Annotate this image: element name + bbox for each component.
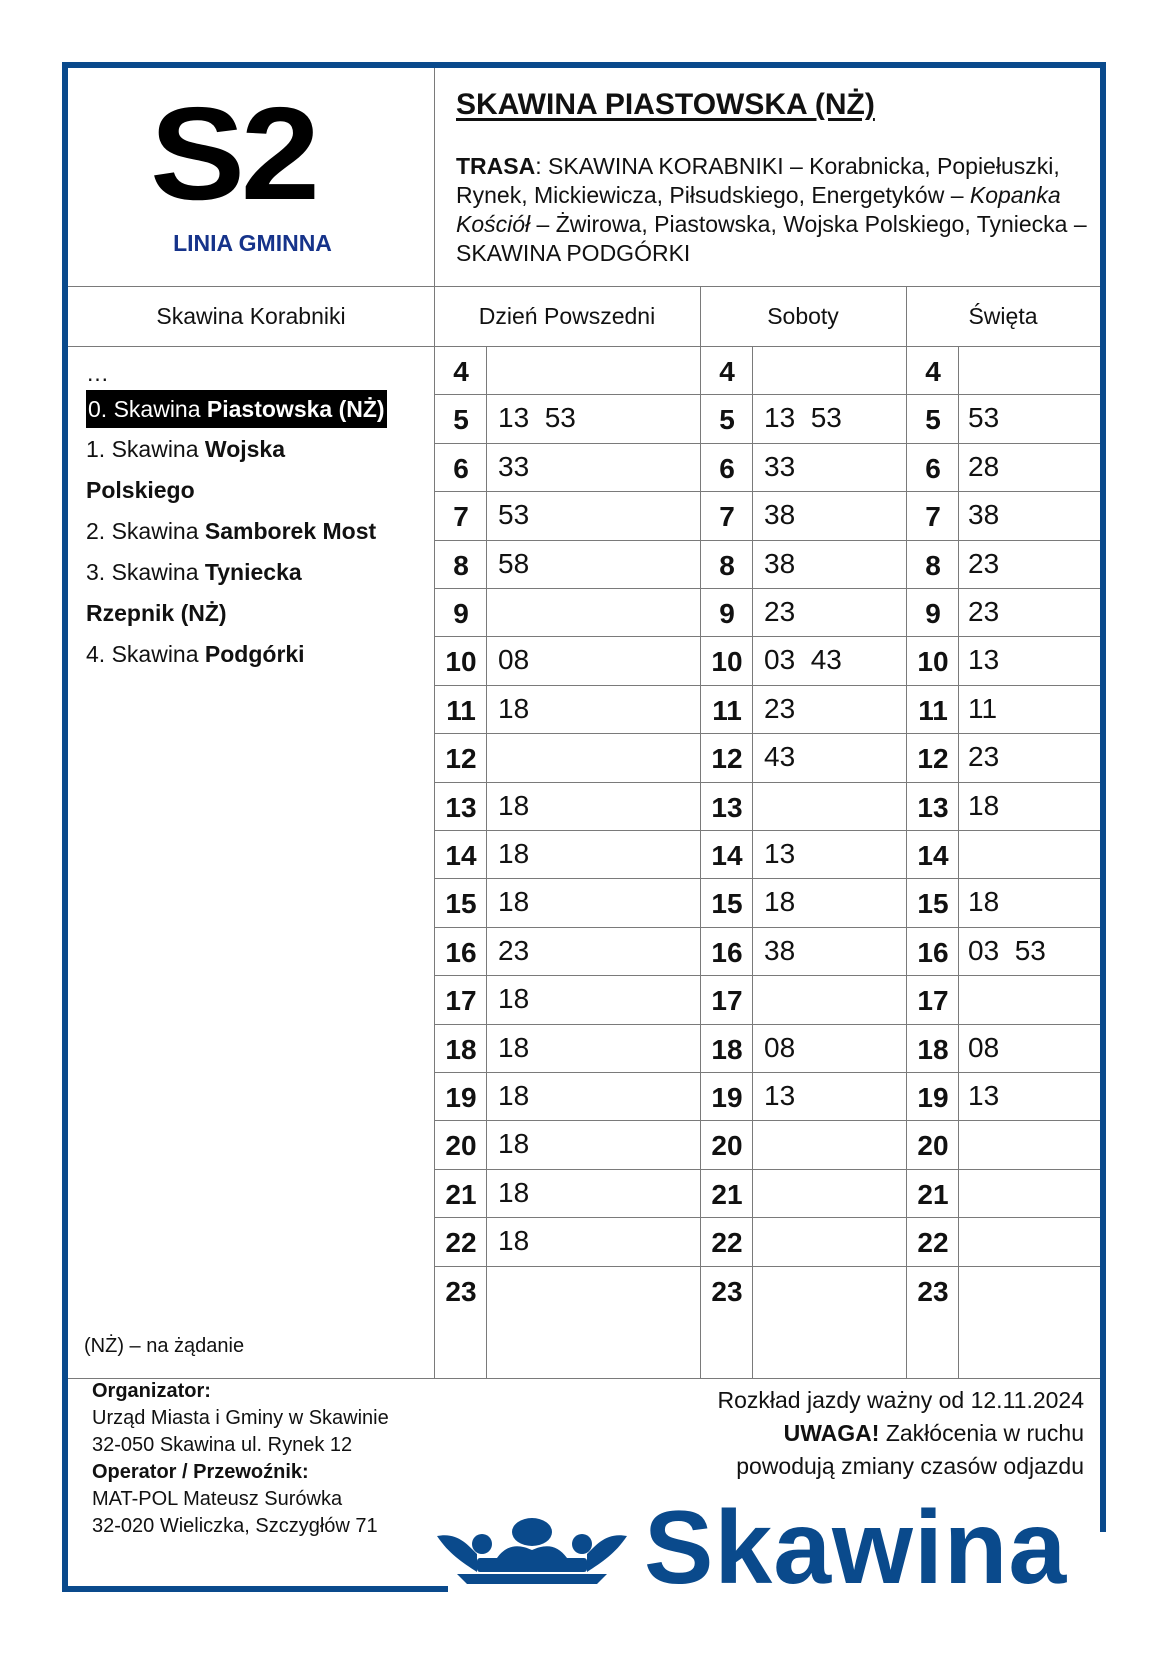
hour-cell: 22 (711, 1227, 743, 1259)
hour-cell: 18 (917, 1033, 949, 1065)
minutes-cell: 18 (968, 886, 1000, 918)
hour-cell: 11 (918, 694, 948, 726)
hour-cell: 8 (925, 549, 941, 581)
hour-cell: 15 (917, 888, 949, 920)
hour-cell: 22 (445, 1227, 477, 1259)
row-divider (434, 394, 1100, 395)
minutes-cell: 13 (968, 644, 1000, 676)
row-divider (434, 491, 1100, 492)
warning-text-2: powodują zmiany czasów odjazdu (736, 1453, 1084, 1479)
holiday-header: Święta (968, 302, 1038, 329)
minutes-cell: 28 (968, 450, 1000, 482)
divider (906, 286, 907, 1378)
hour-cell: 23 (917, 1275, 949, 1307)
minutes-cell: 38 (968, 499, 1000, 531)
row-divider (434, 1266, 1100, 1267)
hour-cell: 16 (917, 936, 949, 968)
minutes-cell: 23 (968, 741, 1000, 773)
row-divider (434, 1217, 1100, 1218)
hour-cell: 5 (925, 404, 941, 436)
route-number: S2 (150, 80, 316, 227)
hour-cell: 23 (445, 1275, 477, 1307)
stop-ellipsis: … (86, 360, 109, 386)
hour-cell: 18 (445, 1033, 477, 1065)
minutes-cell: 43 (764, 741, 796, 773)
minutes-cell: 13 53 (764, 402, 842, 434)
stop-item: 1. Skawina Wojska (86, 436, 286, 462)
divider (752, 346, 753, 1378)
route-part2: – Żwirowa, Piastowska, Wojska Polskiego, Tyniecka – SKAWINA PODGÓRKI (456, 211, 1087, 266)
hour-cell: 8 (453, 549, 469, 581)
hour-cell: 14 (445, 840, 477, 871)
divider (486, 346, 487, 1378)
hour-cell: 10 (917, 646, 949, 678)
row-divider (434, 443, 1100, 444)
hour-cell: 6 (925, 452, 941, 484)
hour-cell: 17 (917, 985, 949, 1017)
hour-cell: 9 (453, 598, 469, 629)
minutes-cell: 58 (498, 547, 530, 579)
stop-item-cont: Polskiego (86, 477, 195, 503)
divider (434, 68, 435, 1378)
minutes-cell: 03 53 (968, 934, 1046, 966)
weekday-header: Dzień Powszedni (478, 302, 656, 329)
crown-icon (437, 1514, 627, 1584)
row-divider (434, 540, 1100, 541)
warning-text: Zakłócenia w ruchu (879, 1420, 1084, 1446)
hour-cell: 19 (711, 1082, 743, 1113)
hour-cell: 6 (719, 452, 735, 484)
stop-title: SKAWINA PIASTOWSKA (NŻ) (456, 88, 875, 121)
minutes-cell: 38 (764, 547, 796, 579)
hour-cell: 4 (925, 356, 941, 387)
route-subtitle: LINIA GMINNA (173, 230, 332, 256)
hour-cell: 17 (711, 985, 743, 1017)
hour-cell: 5 (453, 404, 469, 436)
row-divider (434, 975, 1100, 976)
warning-label: UWAGA! (783, 1420, 880, 1446)
hour-cell: 6 (453, 452, 469, 484)
hour-cell: 16 (445, 936, 477, 968)
minutes-cell: 08 (498, 644, 530, 676)
minutes-cell: 23 (498, 934, 530, 966)
hour-cell: 11 (446, 694, 476, 726)
validity-date: Rozkład jazdy ważny od 12.11.2024 (717, 1387, 1084, 1413)
hour-cell: 21 (917, 1178, 949, 1210)
row-divider (434, 588, 1100, 589)
operator-line: MAT-POL Mateusz Surówka (92, 1488, 343, 1510)
minutes-cell: 18 (498, 983, 530, 1015)
hour-cell: 12 (711, 743, 743, 775)
minutes-cell: 33 (764, 450, 796, 482)
hour-cell: 19 (445, 1082, 477, 1113)
minutes-cell: 18 (498, 1225, 530, 1257)
minutes-cell: 03 43 (764, 644, 842, 676)
hour-cell: 4 (453, 356, 469, 387)
hour-cell: 15 (445, 888, 477, 920)
skawina-logo: Skawina (644, 1490, 1068, 1606)
row-divider (434, 636, 1100, 637)
row-divider (434, 1072, 1100, 1073)
hour-cell: 12 (917, 743, 949, 775)
row-divider (434, 1120, 1100, 1121)
minutes-cell: 38 (764, 934, 796, 966)
hour-cell: 20 (917, 1130, 949, 1162)
minutes-cell: 13 (764, 838, 796, 869)
route-part1: : SKAWINA KORABNIKI – Korabnicka, Popiełuszki, Rynek, Mickiewicza, Piłsudskiego, Energetyków – (456, 153, 1060, 208)
operator-line: 32-020 Wieliczka, Szczygłów 71 (92, 1515, 378, 1537)
organizer-line: Urząd Miasta i Gminy w Skawinie (92, 1407, 389, 1429)
hour-cell: 13 (711, 791, 743, 823)
minutes-cell: 18 (764, 886, 796, 918)
minutes-cell: 18 (498, 886, 530, 918)
hour-cell: 14 (917, 840, 949, 871)
minutes-cell: 38 (764, 499, 796, 531)
hour-cell: 16 (711, 936, 743, 968)
divider (700, 286, 701, 1378)
saturday-header: Soboty (767, 302, 839, 329)
direction-header: Skawina Korabniki (156, 302, 346, 329)
minutes-cell: 13 53 (498, 402, 576, 434)
minutes-cell: 53 (498, 499, 530, 531)
divider (68, 346, 1100, 347)
row-divider (434, 878, 1100, 879)
row-divider (434, 685, 1100, 686)
organizer-label: Organizator: (92, 1380, 211, 1402)
hour-cell: 13 (445, 791, 477, 823)
minutes-cell: 18 (498, 838, 530, 869)
minutes-cell: 08 (764, 1031, 796, 1063)
hour-cell: 11 (712, 694, 742, 726)
hour-cell: 17 (445, 985, 477, 1017)
hour-cell: 7 (719, 501, 735, 533)
minutes-cell: 18 (498, 1176, 530, 1208)
hour-cell: 8 (719, 549, 735, 581)
hour-cell: 13 (917, 791, 949, 823)
hour-cell: 5 (719, 404, 735, 436)
hour-cell: 19 (917, 1082, 949, 1113)
minutes-cell: 18 (498, 1080, 530, 1111)
row-divider (434, 733, 1100, 734)
minutes-cell: 33 (498, 450, 530, 482)
hour-cell: 7 (453, 501, 469, 533)
hour-cell: 21 (711, 1178, 743, 1210)
minutes-cell: 18 (498, 1031, 530, 1063)
minutes-cell: 18 (498, 1128, 530, 1160)
stop-current: 0. Skawina Piastowska (NŻ) (86, 390, 387, 428)
hour-cell: 20 (445, 1130, 477, 1162)
hour-cell: 10 (445, 646, 477, 678)
hour-cell: 10 (711, 646, 743, 678)
operator-label: Operator / Przewoźnik: (92, 1461, 309, 1483)
row-divider (434, 1169, 1100, 1170)
organizer-block (92, 1378, 389, 1540)
route-description (456, 152, 1096, 268)
hour-cell: 14 (711, 840, 743, 871)
hour-cell: 4 (719, 356, 735, 387)
hour-cell: 9 (925, 598, 941, 629)
hour-cell: 15 (711, 888, 743, 920)
minutes-cell: 23 (764, 692, 796, 724)
row-divider (434, 927, 1100, 928)
minutes-cell: 18 (968, 789, 1000, 821)
stop-item-cont: Rzepnik (NŻ) (86, 600, 227, 626)
minutes-cell: 13 (968, 1080, 1000, 1111)
minutes-cell: 23 (764, 596, 796, 627)
hour-cell: 21 (445, 1178, 477, 1210)
minutes-cell: 53 (968, 402, 1000, 434)
row-divider (434, 1024, 1100, 1025)
validity-block (664, 1384, 1084, 1483)
row-divider (434, 782, 1100, 783)
stop-item: 2. Skawina Samborek Most (86, 518, 377, 544)
hour-cell: 20 (711, 1130, 743, 1162)
hour-cell: 23 (711, 1275, 743, 1307)
minutes-cell: 18 (498, 692, 530, 724)
minutes-cell: 23 (968, 547, 1000, 579)
hour-cell: 9 (719, 598, 735, 629)
minutes-cell: 18 (498, 789, 530, 821)
hour-cell: 18 (711, 1033, 743, 1065)
stop-list (86, 358, 426, 675)
stop-item: 4. Skawina Podgórki (86, 641, 305, 667)
organizer-line: 32-050 Skawina ul. Rynek 12 (92, 1434, 353, 1456)
on-request-note: (NŻ) – na żądanie (84, 1335, 245, 1357)
hour-cell: 22 (917, 1227, 949, 1259)
minutes-cell: 11 (968, 692, 998, 724)
minutes-cell: 08 (968, 1031, 1000, 1063)
divider (958, 346, 959, 1378)
minutes-cell: 23 (968, 596, 1000, 627)
stop-item: 3. Skawina Tyniecka (86, 559, 302, 585)
route-label: TRASA (456, 153, 536, 179)
hour-cell: 12 (445, 743, 477, 775)
minutes-cell: 13 (764, 1080, 796, 1111)
route-italic: Kopanka Kościół (456, 182, 1061, 237)
hour-cell: 7 (925, 501, 941, 533)
row-divider (434, 830, 1100, 831)
